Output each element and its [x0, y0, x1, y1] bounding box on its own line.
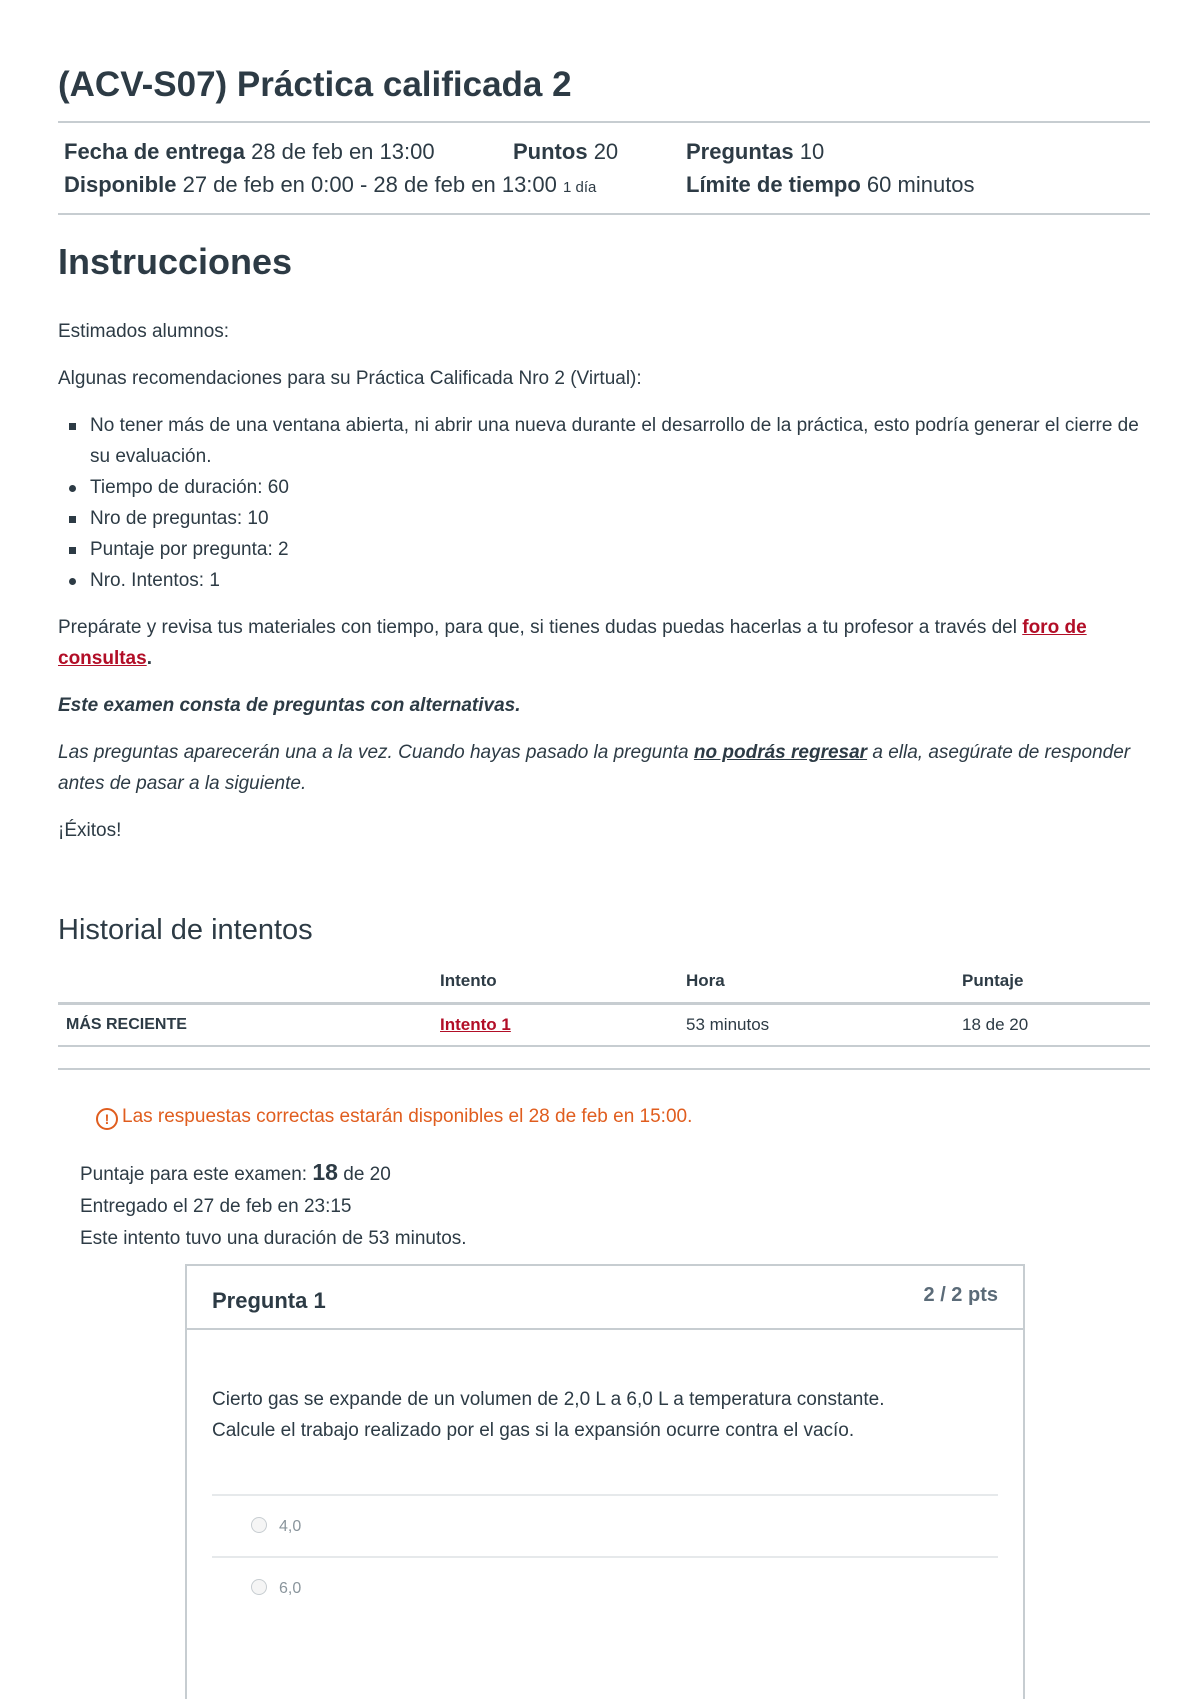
duration-line: Este intento tuvo una duración de 53 minutos. [80, 1228, 467, 1249]
radio-button[interactable] [251, 1517, 267, 1533]
prepare-text: Prepárate y revisa tus materiales con tiempo, para que, si tienes dudas puedas hacerlas a tu profesor a través del [58, 617, 1023, 638]
attempt-link[interactable]: Intento 1 [440, 1015, 511, 1034]
available-value: 27 de feb en 0:00 - 28 de feb en 13:00 [182, 172, 557, 197]
instructions-body [58, 316, 1150, 862]
points-value: 20 [593, 139, 619, 164]
due-label: Fecha de entrega [64, 139, 245, 164]
questions-count [686, 138, 824, 166]
answers-availability-notice [96, 1106, 692, 1130]
question-text [212, 1384, 992, 1446]
answer-option[interactable] [251, 1579, 301, 1598]
attempt-time: 53 minutos [678, 1004, 954, 1047]
question-points: 2 / 2 pts [923, 1284, 998, 1306]
submitted-line: Entregado el 27 de feb en 23:15 [80, 1196, 352, 1217]
answer-label: 4,0 [279, 1518, 302, 1535]
forum-link[interactable]: foro de consultas [58, 617, 1087, 669]
history-divider [58, 1068, 1150, 1070]
question-card [185, 1264, 1025, 1699]
list-item: Tiempo de duración: 60 [90, 472, 1150, 503]
time-limit [686, 171, 975, 199]
answer-divider [212, 1556, 998, 1558]
instructions-intro: Algunas recomendaciones para su Práctica Calificada Nro 2 (Virtual): [58, 368, 642, 389]
history-heading: Historial de intentos [58, 914, 313, 946]
recommendations-list [58, 410, 1150, 596]
attempt-cell [432, 1004, 678, 1047]
warning-icon: ! [96, 1108, 118, 1130]
answer-label: 6,0 [279, 1580, 302, 1597]
exam-type-note: Este examen consta de preguntas con alternativas. [58, 695, 521, 716]
column-header-time: Hora [678, 960, 954, 1004]
page-title: (ACV-S07) Práctica calificada 2 [58, 65, 572, 104]
answer-option[interactable] [251, 1517, 301, 1536]
answer-divider [212, 1494, 998, 1496]
attempt-status: MÁS RECIENTE [58, 1004, 432, 1047]
title-divider [58, 121, 1150, 123]
list-item: Nro de preguntas: 10 [90, 503, 1150, 534]
question-text-line2: Calcule el trabajo realizado por el gas si la expansión ocurre contra el vacío. [212, 1420, 855, 1441]
points [513, 138, 618, 166]
available-duration: 1 día [563, 179, 597, 196]
attempt-score: 18 de 20 [954, 1004, 1150, 1047]
list-item: No tener más de una ventana abierta, ni abrir una nueva durante el desarrollo de la práctica, esto podría generar el cierre de su evaluación. [90, 410, 1150, 472]
navigation-note-part1: Las preguntas aparecerán una a la vez. Cuando hayas pasado la pregunta [58, 742, 694, 763]
availability [64, 171, 596, 202]
prepare-paragraph [58, 612, 1150, 674]
navigation-note [58, 737, 1150, 799]
list-item: Nro. Intentos: 1 [90, 565, 1150, 596]
questions-value: 10 [799, 139, 825, 164]
column-header-label [58, 960, 432, 1004]
score-value: 18 [312, 1159, 338, 1185]
time-limit-value: 60 minutos [866, 172, 975, 197]
greeting: Estimados alumnos: [58, 321, 230, 342]
notice-text: Las respuestas correctas estarán disponibles el 28 de feb en 15:00. [122, 1106, 693, 1127]
points-label: Puntos [513, 139, 588, 164]
navigation-note-part2: a ella, asegúrate de responder antes de pasar a la siguiente. [58, 742, 1131, 794]
score-prefix: Puntaje para este examen: [80, 1164, 313, 1185]
column-header-score: Puntaje [954, 960, 1150, 1004]
score-line [80, 1156, 467, 1191]
score-suffix: de 20 [337, 1164, 391, 1185]
radio-button[interactable] [251, 1579, 267, 1595]
details-divider [58, 213, 1150, 215]
prepare-end: . [146, 648, 152, 669]
no-return-emphasis: no podrás regresar [693, 742, 868, 763]
questions-label: Preguntas [686, 139, 794, 164]
list-item: Puntaje por pregunta: 2 [90, 534, 1150, 565]
table-row [58, 1004, 1150, 1047]
question-title: Pregunta 1 [212, 1288, 326, 1313]
question-text-line1: Cierto gas se expande de un volumen de 2,0 L a 6,0 L a temperatura constante. [212, 1389, 885, 1410]
attempts-table [58, 960, 1150, 1047]
good-luck: ¡Éxitos! [58, 820, 122, 841]
column-header-attempt: Intento [432, 960, 678, 1004]
score-summary [80, 1156, 467, 1255]
instructions-heading: Instrucciones [58, 241, 293, 282]
due-value: 28 de feb en 13:00 [251, 139, 435, 164]
question-header [187, 1266, 1023, 1330]
due-date [64, 138, 435, 166]
available-label: Disponible [64, 172, 177, 197]
time-limit-label: Límite de tiempo [686, 172, 861, 197]
table-header-row [58, 960, 1150, 1004]
